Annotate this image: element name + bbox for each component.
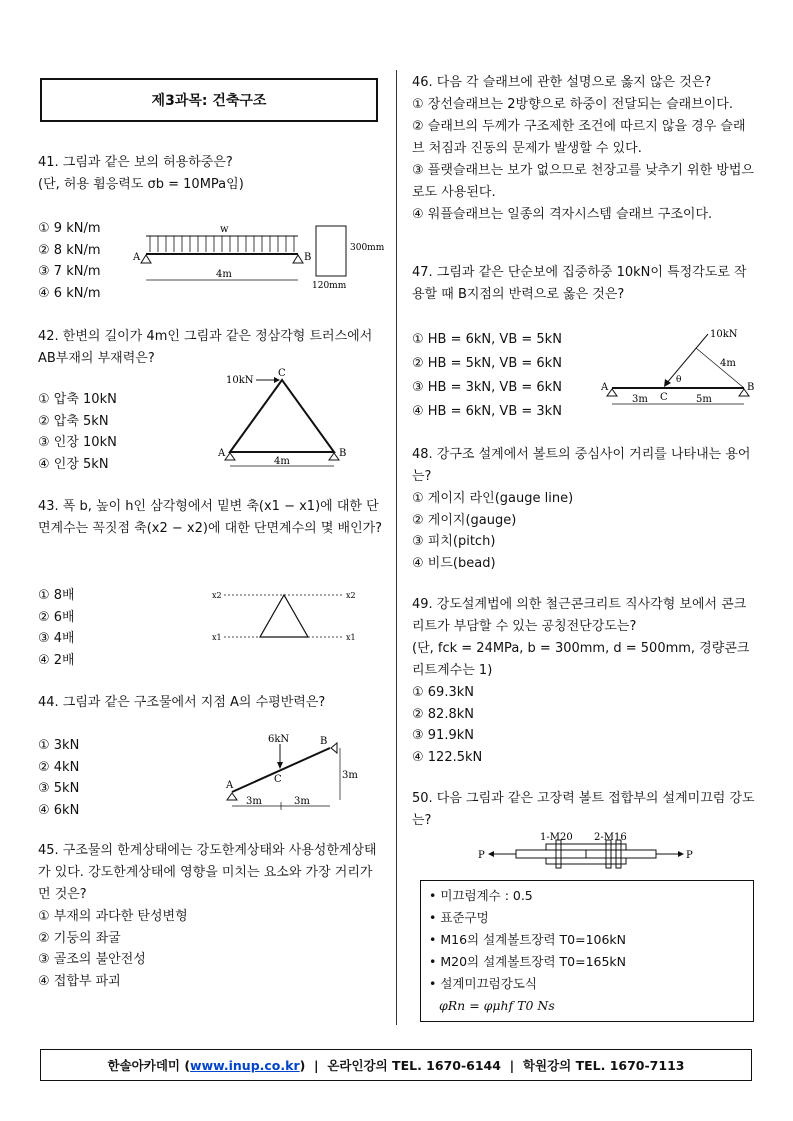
q47-beam-figure [598,326,760,408]
q46-option-4[interactable]: ④ 워플슬래브는 일종의 격자시스템 슬래브 구조이다. [412,207,713,222]
q42-truss-figure [212,366,352,470]
label-load: 6kN [268,734,290,745]
q43-text: 43. 폭 b, 높이 h인 삼각형에서 밑변 축(x1 − x1)에 대한 단면계수는 꼭짓점 축(x2 − x2)에 대한 단면계수의 몇 배인가? [38,499,383,536]
triangle-section [260,595,308,637]
label-c: C [278,368,286,379]
label-d2: 5m [696,394,712,405]
q45-option-1[interactable]: ① 부재의 과다한 탄성변형 [38,909,188,924]
q43-option-2[interactable]: ② 6배 [38,609,75,625]
label-span: 4m [274,456,290,467]
footer-link[interactable]: www.inup.co.kr [190,1057,300,1073]
info-line-2: • 표준구멍 [429,910,489,925]
question-50 [412,788,757,832]
q42-option-2[interactable]: ② 압축 5kN [38,413,109,429]
label-h: 300mm [350,243,385,253]
label-bolt1: 1-M20 [540,832,573,843]
q43-option-3[interactable]: ③ 4배 [38,631,75,646]
label-d1: 3m [632,394,648,405]
footer-suffix: ) | 온라인강의 TEL. 1670-6144 | 학원강의 TEL. 1670-7113 [299,1058,685,1073]
q45-option-3[interactable]: ③ 골조의 불안전성 [38,952,146,967]
load-arrow [664,379,671,387]
label-b: B [747,382,755,393]
q42-option-3[interactable]: ③ 인장 10kN [38,435,117,450]
q48-option-4[interactable]: ④ 비드(bead) [412,555,496,571]
question-46 [412,72,757,226]
label-d2: 3m [294,796,310,807]
splice-top [546,844,626,850]
q47-option-1[interactable]: ① HB = 6kN, VB = 5kN [412,332,562,347]
label-a: A [226,780,234,791]
label-h: 3m [342,770,358,781]
label-c: C [274,774,282,785]
q49-note: (단, fck = 24MPa, b = 300mm, d = 500mm, 경량콘크리트계수는 1) [412,641,750,678]
question-42 [38,326,383,370]
q45-text: 45. 구조물의 한계상태에는 강도한계상태와 사용성한계상태가 있다. 강도한계상태에 영향을 미치는 요소와 가장 거리가 먼 것은? [38,843,377,902]
q42-option-4[interactable]: ④ 인장 5kN [38,456,109,472]
info-line-5: • 설계미끄럼강도식 [429,976,537,991]
q41-option-3[interactable]: ③ 7 kN/m [38,264,101,279]
q44-options [38,735,138,821]
label-b: B [339,448,347,459]
support-a [141,255,151,263]
page-footer [40,1049,752,1081]
q44-option-4[interactable]: ④ 6kN [38,802,80,818]
label-b: B [304,252,312,263]
q42-text: 42. 한변의 길이가 4m인 그림과 같은 정삼각형 트러스에서 AB부재의 부재력은? [38,329,373,366]
question-49 [412,594,757,768]
q47-options [412,328,582,424]
label-w: w [220,224,229,235]
section-title [40,78,378,122]
q46-option-1[interactable]: ① 장선슬래브는 2방향으로 하중이 전달되는 슬래브이다. [412,97,733,112]
splice-bottom [546,858,626,864]
q48-option-3[interactable]: ③ 피치(pitch) [412,534,496,549]
info-line-3: • M16의 설계볼트장력 T0=106kN [429,932,627,947]
q46-text: 46. 다음 각 슬래브에 관한 설명으로 옳지 않은 것은? [412,75,712,90]
info-line-1: • 미끄럼계수 : 0.5 [429,888,533,903]
q47-option-2[interactable]: ② HB = 5kN, VB = 6kN [412,356,562,371]
label-a: A [218,448,226,459]
q46-option-2[interactable]: ② 슬래브의 두께가 구조제한 조건에 따르지 않을 경우 슬래브 처짐과 진동의 문제가 발생할 수 있다. [412,119,746,156]
label-b-width: 120mm [312,281,347,291]
q41-beam-figure [128,222,385,292]
q43-options [38,585,138,671]
label-len: 4m [720,358,736,369]
q48-text: 48. 강구조 설계에서 볼트의 중심사이 거리를 나타내는 용어는? [412,447,751,484]
label-span: 4m [216,269,232,280]
q44-option-3[interactable]: ③ 5kN [38,781,80,796]
q45-option-4[interactable]: ④ 접합부 파괴 [38,973,121,989]
truss-triangle [230,380,334,452]
q48-option-1[interactable]: ① 게이지 라인(gauge line) [412,491,574,506]
q41-option-4[interactable]: ④ 6 kN/m [38,285,101,301]
q47-text: 47. 그림과 같은 단순보에 집중하중 10kN이 특정각도로 작용할 때 B지점의 반력으로 옳은 것은? [412,265,747,302]
question-45 [38,840,383,992]
support-b [293,255,303,263]
label-x1-right: x1 [346,633,356,642]
q49-option-1[interactable]: ① 69.3kN [412,685,474,700]
q47-option-3[interactable]: ③ HB = 3kN, VB = 6kN [412,380,562,395]
q42-option-1[interactable]: ① 압축 10kN [38,392,117,407]
q41-note: (단, 허용 휨응력도 σb = 10MPa임) [38,177,244,192]
q49-option-4[interactable]: ④ 122.5kN [412,749,483,765]
q41-text: 41. 그림과 같은 보의 허용하중은? [38,155,233,170]
q44-frame-figure [218,730,363,812]
q44-option-2[interactable]: ② 4kN [38,759,80,775]
q48-option-2[interactable]: ② 게이지(gauge) [412,512,517,528]
q49-option-3[interactable]: ③ 91.9kN [412,728,474,743]
q49-option-2[interactable]: ② 82.8kN [412,706,474,722]
label-p-left: P [478,850,485,861]
section-rect [316,226,346,276]
load-arrow [277,762,283,769]
label-load: 10kN [226,375,254,386]
q49-text: 49. 강도설계법에 의한 철근콘크리트 직사각형 보에서 콘크리트가 부담할 수 있는 공칭전단강도는? [412,597,747,634]
q43-triangle-figure [210,585,360,645]
q44-text: 44. 그림과 같은 구조물에서 지점 A의 수평반력은? [38,695,326,710]
label-p-right: P [686,850,693,861]
question-47 [412,262,757,306]
section-title-text: 제3과목: 건축구조 [151,93,267,109]
column-divider [396,70,397,1025]
question-43 [38,496,383,540]
question-41 [38,152,383,196]
q46-option-3[interactable]: ③ 플랫슬래브는 보가 없으므로 천장고를 낮추기 위한 방법으로도 사용된다. [412,163,754,200]
distributed-load-arrows [150,236,294,252]
label-a: A [133,252,141,263]
label-load: 10kN [710,329,738,340]
q47-option-4[interactable]: ④ HB = 6kN, VB = 3kN [412,404,562,419]
q41-option-2[interactable]: ② 8 kN/m [38,242,101,258]
q45-option-2[interactable]: ② 기둥의 좌굴 [38,930,121,946]
q42-options [38,389,178,475]
label-x2-left: x2 [212,591,222,600]
label-a: A [601,382,609,393]
label-x1-left: x1 [212,633,222,642]
label-x2-right: x2 [346,591,356,600]
arrow-left [488,851,494,857]
q41-option-1[interactable]: ① 9 kN/m [38,221,101,236]
arrow-right [678,851,684,857]
label-theta: θ [676,375,682,385]
label-c: C [660,392,668,403]
label-b: B [320,736,328,747]
plate-left [516,850,586,858]
info-line-4: • M20의 설계볼트장력 T0=165kN [429,954,627,969]
footer-prefix: 한솔아카데미 ( [107,1058,191,1073]
question-48 [412,444,757,574]
q50-text: 50. 다음 그림과 같은 고장력 볼트 접합부의 설계미끄럼 강도는? [412,791,755,828]
q50-bolt-figure [476,828,696,874]
q43-option-4[interactable]: ④ 2배 [38,652,75,668]
q43-option-1[interactable]: ① 8배 [38,588,75,603]
label-bolt2: 2-M16 [594,832,627,843]
info-formula: φRn = φμhf T0 Ns [439,998,555,1013]
question-44 [38,692,383,714]
inclined-member [232,748,330,792]
q50-info-box [420,880,754,1022]
label-d1: 3m [246,796,262,807]
q44-option-1[interactable]: ① 3kN [38,738,80,753]
